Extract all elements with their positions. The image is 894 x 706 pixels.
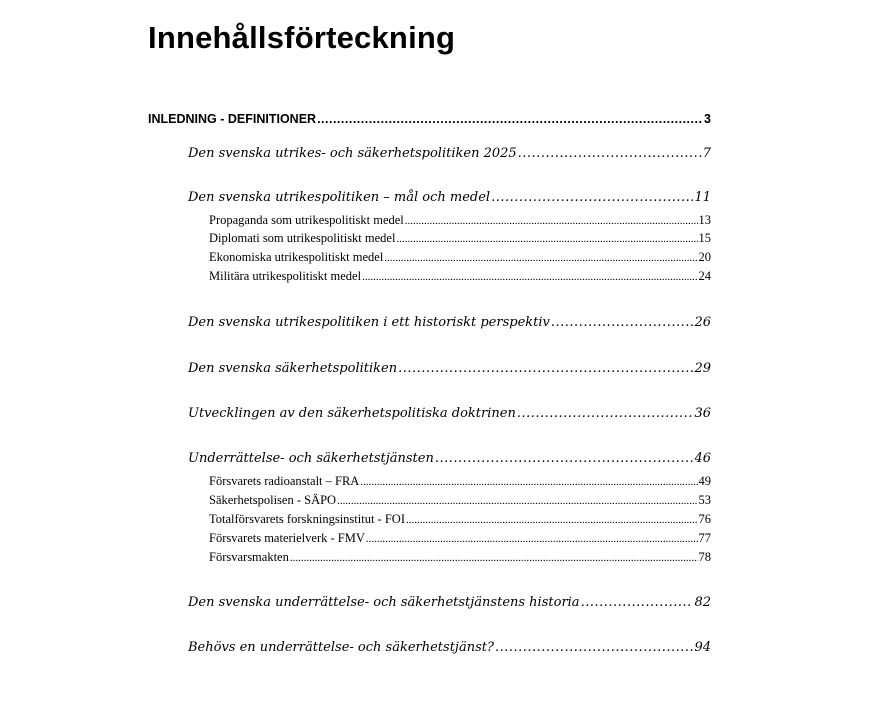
toc-page-number: 13 (698, 213, 711, 227)
toc-dot-leader (518, 146, 702, 161)
toc-dot-leader (366, 533, 698, 545)
toc-subentry[interactable] (209, 474, 711, 490)
toc-subentry[interactable] (209, 250, 711, 266)
toc-dot-leader (495, 640, 694, 655)
toc-dot-leader (362, 271, 697, 283)
toc-subentry[interactable] (209, 531, 711, 547)
toc-dot-leader (317, 112, 703, 126)
toc-entry-s8[interactable] (188, 640, 711, 660)
toc-dot-leader (435, 451, 694, 466)
toc-entry-label: Underrättelse- och säkerhetstjänsten (188, 451, 434, 466)
toc-page-number: 77 (698, 531, 711, 545)
toc-subentry[interactable] (209, 213, 711, 229)
toc-page-number: 36 (694, 406, 711, 421)
toc-page-number: 11 (694, 190, 711, 205)
toc-dot-leader (398, 361, 693, 376)
toc-page-number: 24 (698, 269, 711, 283)
toc-subentry[interactable] (209, 512, 711, 528)
toc-entry-label: Den svenska utrikespolitiken – mål och medel (188, 190, 491, 205)
toc-dot-leader (517, 406, 694, 421)
toc-entry-s2[interactable] (188, 190, 711, 210)
toc-entry-s3[interactable] (188, 315, 711, 335)
toc-dot-leader (290, 552, 698, 564)
toc-entry-s5[interactable] (188, 406, 711, 426)
toc-page-number: 15 (698, 231, 711, 245)
toc-page-number: 3 (704, 112, 711, 126)
toc-entry-label: Diplomati som utrikespolitiskt medel (209, 231, 396, 245)
toc-entry-label: Ekonomiska utrikespolitiskt medel (209, 250, 384, 264)
toc-dot-leader (337, 495, 697, 507)
toc-entry-label: INLEDNING - DEFINITIONER (148, 112, 317, 126)
toc-entry-label: Den svenska säkerhetspolitiken (188, 361, 398, 376)
toc-dot-leader (551, 315, 694, 330)
toc-entry-s1[interactable] (188, 146, 711, 166)
toc-subentry[interactable] (209, 550, 711, 566)
toc-page-number: 76 (698, 512, 711, 526)
toc-page-number: 94 (694, 640, 711, 655)
toc-entry-label: Den svenska utrikespolitiken i ett historiskt perspektiv (188, 315, 550, 330)
toc-page-number: 29 (694, 361, 711, 376)
toc-entry-label: Den svenska utrikes- och säkerhetspolitiken 2025 (188, 146, 517, 161)
toc-subentry[interactable] (209, 493, 711, 509)
toc-entry-label: Propaganda som utrikespolitiskt medel (209, 213, 404, 227)
toc-entry-label: Totalförsvarets forskningsinstitut - FOI (209, 512, 405, 526)
toc-entry-intro[interactable] (148, 112, 711, 132)
toc-entry-label: Försvarets radioanstalt – FRA (209, 474, 360, 488)
page-title: Innehållsförteckning (148, 20, 456, 55)
toc-entry-label: Säkerhetspolisen - SÄPO (209, 493, 337, 507)
toc-entry-label: Försvarets materielverk - FMV (209, 531, 365, 545)
toc-page-number: 82 (694, 595, 711, 610)
toc-subentry[interactable] (209, 231, 711, 247)
toc-page-number: 7 (702, 146, 711, 161)
toc-dot-leader (384, 252, 697, 264)
toc-entry-s7[interactable] (188, 595, 711, 615)
toc-dot-leader (360, 476, 697, 488)
toc-page-number: 53 (698, 493, 711, 507)
toc-entry-label: Behövs en underrättelse- och säkerhetstjänst? (188, 640, 494, 655)
toc-entry-label: Militära utrikespolitiskt medel (209, 269, 362, 283)
toc-page-number: 20 (698, 250, 711, 264)
toc-dot-leader (581, 595, 694, 610)
toc-entry-label: Utvecklingen av den säkerhetspolitiska doktrinen (188, 406, 516, 421)
toc-entry-label: Den svenska underrättelse- och säkerhetstjänstens historia (188, 595, 580, 610)
toc-entry-s4[interactable] (188, 361, 711, 381)
toc-page-number: 46 (694, 451, 711, 466)
toc-dot-leader (406, 514, 698, 526)
toc-page-number: 78 (698, 550, 711, 564)
toc-dot-leader (491, 190, 693, 205)
toc-entry-label: Försvarsmakten (209, 550, 289, 564)
toc-dot-leader (396, 233, 697, 245)
toc-page-number: 26 (694, 315, 711, 330)
toc-page-number: 49 (698, 474, 711, 488)
toc-subentry[interactable] (209, 269, 711, 285)
toc-entry-s6[interactable] (188, 451, 711, 471)
toc-dot-leader (405, 215, 698, 227)
